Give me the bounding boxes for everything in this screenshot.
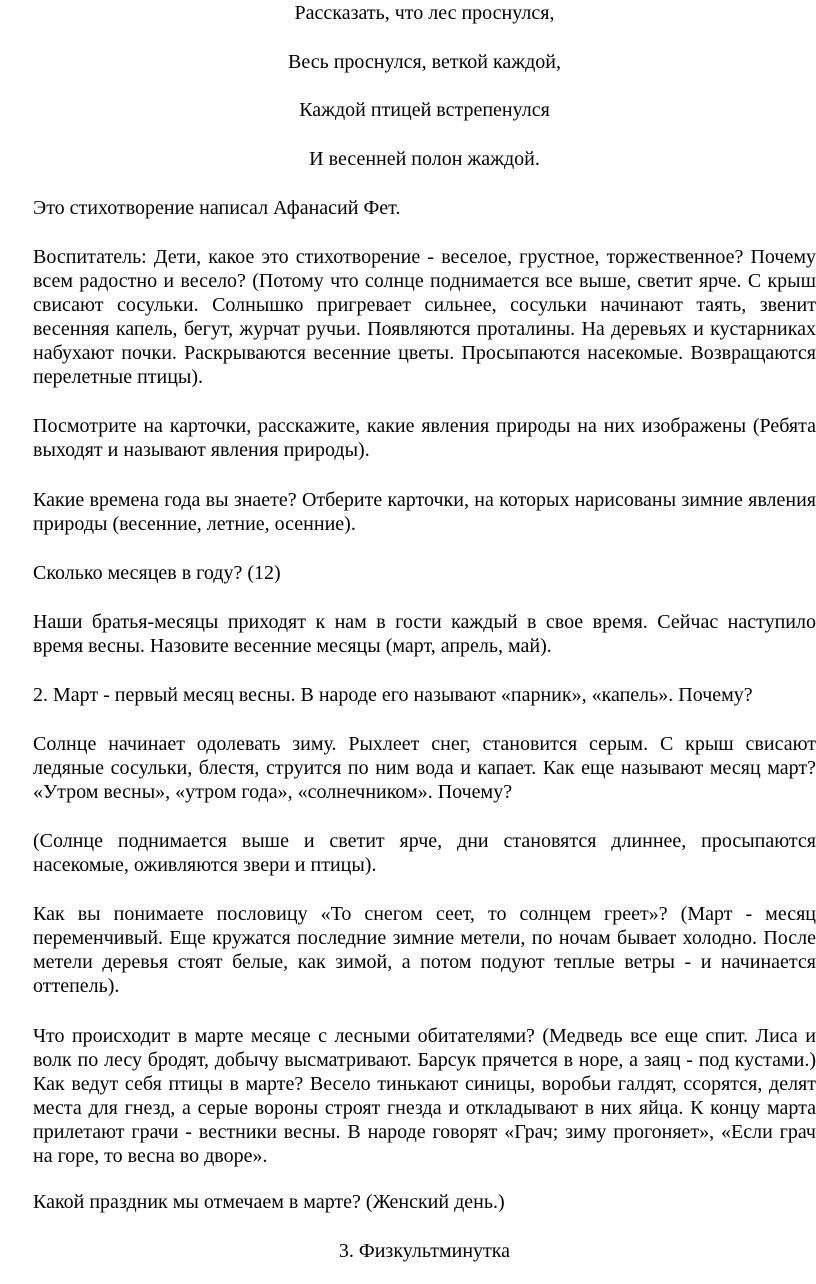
cards-paragraph: Посмотрите на карточки, расскажите, какие явления природы на них изображены (Ребята выходят и называют явления природы). [33,415,816,461]
poem-line-2: Весь проснулся, веткой каждой, [287,51,561,73]
teacher-paragraph: Воспитатель: Дети, какое это стихотворение - веселое, грустное, торжественное? Почему всем радостно и весело? (Потому что солнце поднимается все выше, светит ярче. С крыш свисают сосульки. Солнышко пригревает сильнее, сосульки начинают таять, звенит весенняя капель, бегут, журчат ручьи. Появляются проталины. На деревьях и кустарниках набухают почки. Раскрываются весенние цветы. Просыпаются насекомые. Возвращаются перелетные птицы). [33,246,816,388]
poem-line-1: Рассказать, что лес проснулся, [294,2,555,24]
march-paragraph: 2. Март - первый месяц весны. В народе его называют «парник», «капель». Почему? [33,684,753,706]
forest-paragraph: Что происходит в марте месяце с лесными обитателями? (Медведь все еще спит. Лиса и волк по лесу бродят, добычу высматривают. Барсук прячется в норе, а заяц - под кустами.) Как ведут себя птицы в марте? Весело тинькают синицы, воробьи галдят, ссорятся, делят места для гнезд, а серые вороны строят гнезда и откладывают в них яйца. К концу марта прилетают грачи - вестники весны. В народе говорят «Грач; зиму прогоняет», «Если грач на горе, то весна во дворе». [33,1025,816,1167]
holiday-paragraph: Какой праздник мы отмечаем в марте? (Женский день.) [33,1191,505,1213]
answer-paragraph: (Солнце поднимается выше и светит ярче, дни становятся длиннее, просыпаются насекомые, оживляются звери и птицы). [33,830,816,876]
months-paragraph: Сколько месяцев в году? (12) [33,562,281,584]
proverb-paragraph: Как вы понимаете пословицу «То снегом сеет, то солнцем греет»? (Март - месяц переменчивый. Еще кружатся последние зимние метели, по ночам бывает холодно. После метели деревья стоят белые, как зимой, а потом подуют теплые ветры - и начинается оттепель). [33,903,816,997]
brothers-paragraph: Наши братья-месяцы приходят к нам в гости каждый в свое время. Сейчас наступило время весны. Назовите весенние месяцы (март, апрель, май). [33,611,816,657]
sun-paragraph: Солнце начинает одолевать зиму. Рыхлеет снег, становится серым. С крыш свисают ледяные сосульки, блестя, струится по ним вода и капает. Как еще называют месяц март? «Утром весны», «утром года», «солнечником». Почему? [33,733,816,803]
seasons-paragraph: Какие времена года вы знаете? Отберите карточки, на которых нарисованы зимние явления природы (весенние, летние, осенние). [33,489,816,535]
poem-line-4: И весенней полон жаждой. [309,148,540,170]
poem-line-3: Каждой птицей встрепенулся [299,99,550,121]
section-heading: 3. Физкультминутка [338,1240,511,1262]
author-paragraph: Это стихотворение написал Афанасий Фет. [33,197,401,219]
